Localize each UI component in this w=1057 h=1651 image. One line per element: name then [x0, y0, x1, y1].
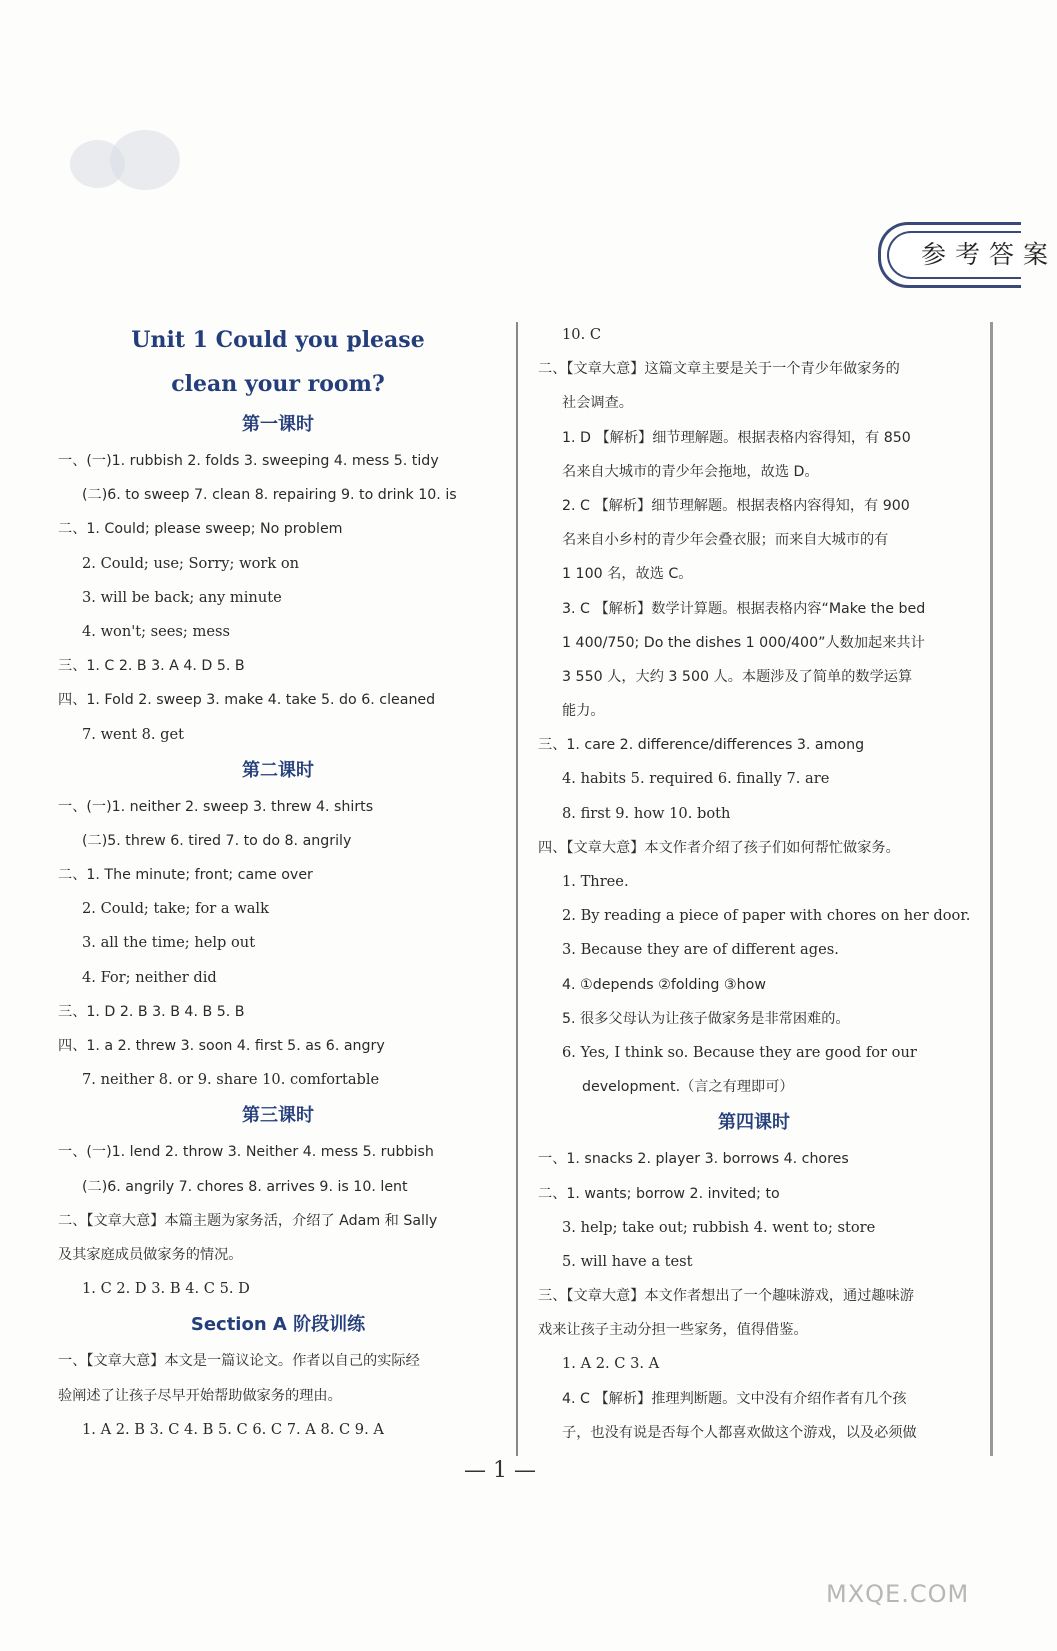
answer-line: 二、【文章大意】本篇主题为家务活，介绍了 Adam 和 Sally: [58, 1212, 438, 1229]
answer-line: 一、【文章大意】本文是一篇议论文。作者以自己的实际经: [58, 1353, 420, 1370]
answer-line: 1. A 2. C 3. A: [562, 1355, 660, 1373]
answer-line: 1. D 【解析】细节理解题。根据表格内容得知，有 850: [562, 429, 911, 446]
answer-line: (二)6. angrily 7. chores 8. arrives 9. is 10. lent: [82, 1178, 408, 1195]
answer-line: 一、1. snacks 2. player 3. borrows 4. chores: [538, 1151, 849, 1168]
watermark-text: MXQE.COM: [826, 1580, 970, 1608]
decorative-blob: [110, 130, 180, 190]
lesson-heading: 第三课时: [242, 1105, 314, 1127]
answer-line: 一、(一)1. rubbish 2. folds 3. sweeping 4. mess 5. tidy: [58, 453, 439, 469]
answer-line: 2. Could; take; for a walk: [82, 900, 269, 918]
answer-line: 10. C: [562, 326, 602, 343]
answer-line: 四、【文章大意】本文作者介绍了孩子们如何帮忙做家务。: [538, 839, 900, 856]
answer-line: 四、1. Fold 2. sweep 3. make 4. take 5. do 6. cleaned: [58, 692, 436, 709]
answer-line: 6. Yes, I think so. Because they are good for our: [562, 1043, 917, 1061]
answer-line: (二)5. threw 6. tired 7. to do 8. angrily: [82, 832, 352, 849]
answer-line: 四、1. a 2. threw 3. soon 4. first 5. as 6. angry: [58, 1038, 385, 1054]
answer-line: 3. will be back; any minute: [82, 588, 282, 606]
answer-line: 1. Three.: [562, 873, 629, 890]
answer-line: 三、1. care 2. difference/differences 3. among: [538, 737, 865, 754]
answer-line: 2. Could; use; Sorry; work on: [82, 554, 300, 572]
answer-line: 3. Because they are of different ages.: [562, 941, 839, 959]
answer-line: 7. neither 8. or 9. share 10. comfortable: [82, 1071, 380, 1089]
answer-line: 能力。: [562, 703, 605, 720]
answer-line: 1. C 2. D 3. B 4. C 5. D: [82, 1280, 250, 1298]
unit-subtitle: clean your room?: [171, 371, 385, 397]
answer-line: 3. all the time; help out: [82, 934, 256, 952]
answer-line: 二、1. The minute; front; came over: [58, 867, 313, 884]
answer-line: 三、1. D 2. B 3. B 4. B 5. B: [58, 1003, 245, 1020]
right-column: [538, 318, 970, 1450]
answer-line: 1. A 2. B 3. C 4. B 5. C 6. C 7. A 8. C 9. A: [82, 1420, 384, 1438]
answer-banner: [878, 222, 1057, 288]
answer-line: 1 100 名，故选 C。: [562, 566, 693, 583]
answer-line: 子，也没有说是否每个人都喜欢做这个游戏，以及必须做: [562, 1424, 917, 1441]
answer-line: 4. ①depends ②folding ③how: [562, 976, 766, 993]
answer-line: 二、【文章大意】这篇文章主要是关于一个青少年做家务的: [538, 361, 900, 378]
right-edge-rule: [990, 322, 993, 1456]
answer-line: 4. For; neither did: [82, 968, 217, 986]
section-heading: Section A 阶段训练: [190, 1314, 366, 1336]
answer-line: (二)6. to sweep 7. clean 8. repairing 9. to drink 10. is: [82, 487, 457, 504]
answer-line: 三、1. C 2. B 3. A 4. D 5. B: [58, 658, 245, 675]
answer-line: 名来自大城市的青少年会拖地，故选 D。: [562, 463, 819, 480]
answer-line: 二、1. wants; borrow 2. invited; to: [538, 1185, 780, 1202]
answer-line: 戏来让孩子主动分担一些家务，值得借鉴。: [538, 1322, 808, 1339]
lesson-heading: 第一课时: [242, 414, 314, 435]
column-divider: [516, 322, 518, 1456]
answer-line: 一、(一)1. neither 2. sweep 3. threw 4. shirts: [58, 798, 374, 815]
answer-line: 3. help; take out; rubbish 4. went to; store: [562, 1218, 876, 1236]
answer-line: 3 550 人，大约 3 500 人。本题涉及了简单的数学运算: [562, 668, 913, 685]
answer-line: 5. 很多父母认为让孩子做家务是非常困难的。: [562, 1010, 850, 1027]
unit-title: Unit 1 Could you please: [131, 327, 425, 353]
lesson-heading: 第二课时: [242, 759, 314, 781]
answer-line: 三、【文章大意】本文作者想出了一个趣味游戏，通过趣味游: [538, 1288, 914, 1305]
answer-line: 验阐述了让孩子尽早开始帮助做家务的理由。: [58, 1387, 342, 1404]
answer-line: 4. won't; sees; mess: [82, 622, 230, 640]
answer-line: 4. C 【解析】推理判断题。文中没有介绍作者有几个孩: [562, 1390, 907, 1407]
answer-line: development.（言之有理即可）: [582, 1079, 794, 1096]
answer-line: 1 400/750; Do the dishes 1 000/400”人数加起来共计: [562, 634, 925, 651]
answer-line: 名来自小乡村的青少年会叠衣服；而来自大城市的有: [562, 532, 889, 549]
answer-line: 一、(一)1. lend 2. throw 3. Neither 4. mess 5. rubbish: [58, 1144, 434, 1161]
lesson-heading: 第四课时: [718, 1112, 790, 1134]
answer-line: 5. will have a test: [562, 1252, 693, 1270]
answer-line: 及其家庭成员做家务的情况。: [58, 1246, 243, 1263]
banner-title: 参考答案: [921, 240, 1057, 269]
answer-line: 8. first 9. how 10. both: [562, 804, 731, 822]
answer-line: 2. C 【解析】细节理解题。根据表格内容得知，有 900: [562, 497, 910, 514]
page-number: — 1 —: [464, 1458, 536, 1483]
answer-line: 2. By reading a piece of paper with chores on her door.: [562, 907, 971, 925]
answer-line: 7. went 8. get: [82, 725, 184, 743]
answer-line: 4. habits 5. required 6. finally 7. are: [562, 770, 830, 788]
answer-line: 社会调查。: [562, 395, 633, 412]
answer-line: 二、1. Could; please sweep; No problem: [58, 521, 343, 538]
left-column: [58, 318, 498, 1447]
answer-line: 3. C 【解析】数学计算题。根据表格内容“Make the bed: [562, 600, 926, 617]
